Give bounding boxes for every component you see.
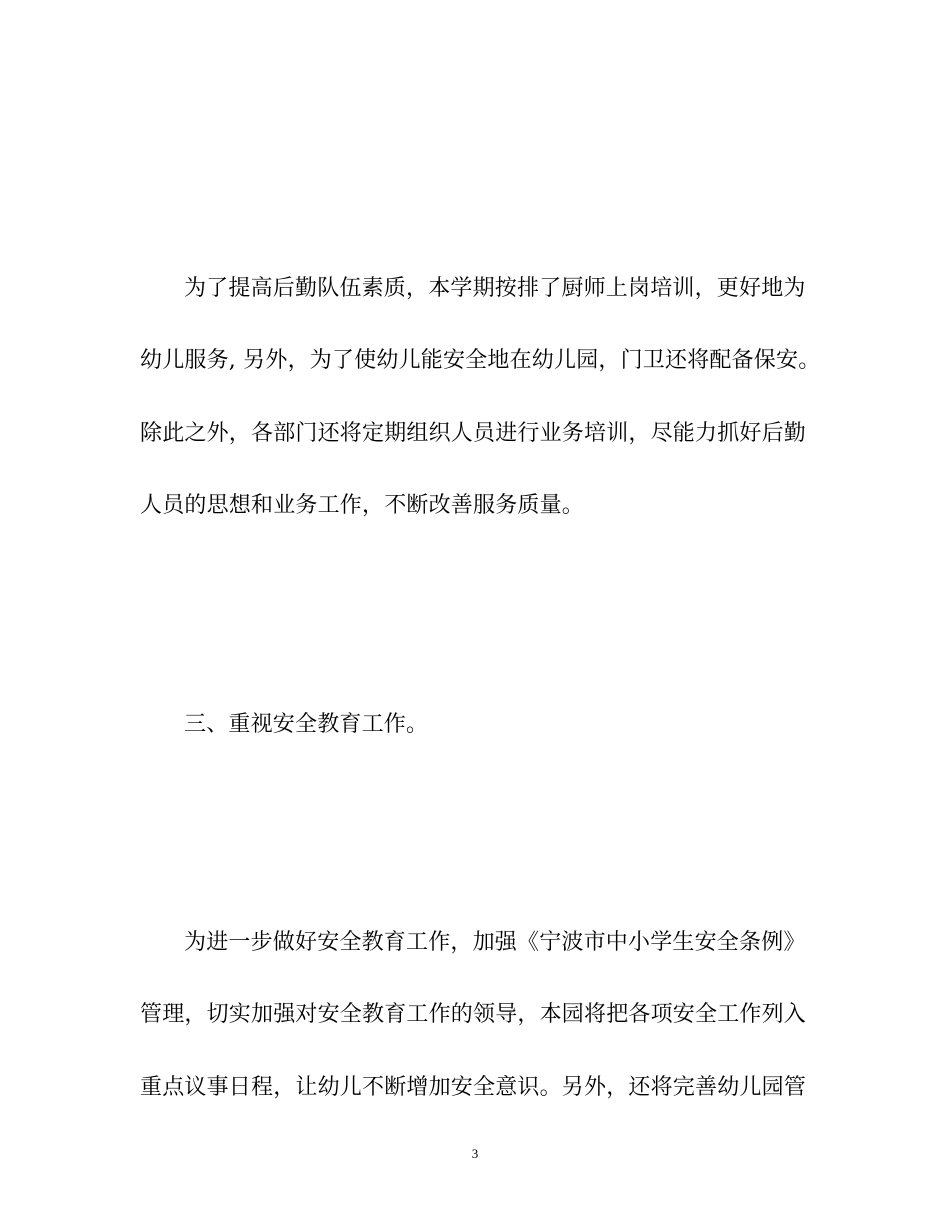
paragraph-2-line-1: 为进一步做好安全教育工作，加强《宁波市中小学生安全条例》 [184,930,806,955]
paragraph-1-line-3: 除此之外，各部门还将定期组织人员进行业务培训，尽能力抓好后勤 [140,421,807,446]
section-heading-3: 三、重视安全教育工作。 [184,712,429,737]
paragraph-2-line-2: 管理，切实加强对安全教育工作的领导，本园将把各项安全工作列入 [140,1002,807,1027]
paragraph-1-line-1: 为了提高后勤队伍素质，本学期按排了厨师上岗培训，更好地为 [184,276,806,301]
page-number: 3 [471,1146,479,1161]
paragraph-1-line-2: 幼儿服务, 另外，为了使幼儿能安全地在幼儿园，门卫还将配备保安。 [140,348,821,373]
paragraph-2-line-3: 重点议事日程，让幼儿不断增加安全意识。另外，还将完善幼儿园管 [140,1075,807,1100]
paragraph-1-line-4: 人员的思想和业务工作，不断改善服务质量。 [140,493,585,518]
